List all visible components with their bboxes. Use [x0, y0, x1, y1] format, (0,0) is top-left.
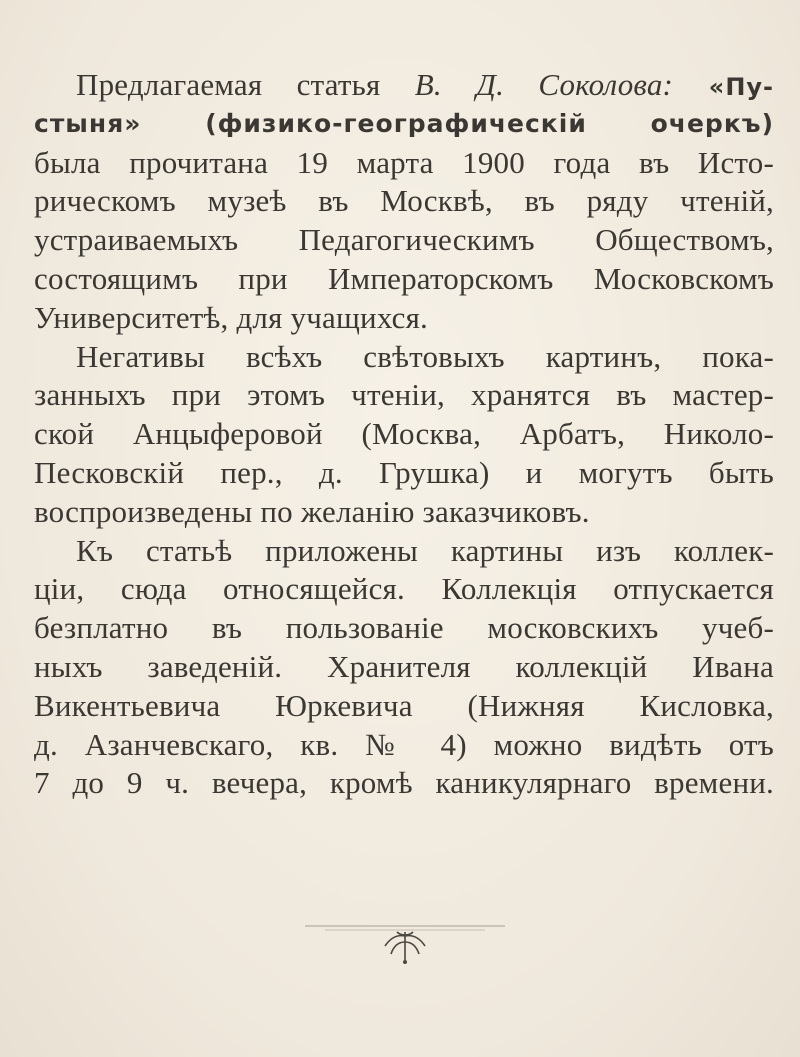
text-line: Песковскій пер., д. Грушка) и могутъ быть: [34, 454, 774, 490]
text-body: [34, 66, 774, 803]
text-line: д. Азанчевскаго, кв. № 4) можно видѣть отъ: [34, 726, 774, 762]
title-line: стыня» (физико-географическій очеркъ): [34, 108, 774, 138]
title-fragment: «Пу-: [673, 73, 775, 101]
text-line: Къ статьѣ приложены картины изъ коллек-: [76, 532, 774, 568]
author-name: В. Д. Соколова:: [414, 67, 674, 102]
text-line: Негативы всѣхъ свѣтовыхъ картинъ, пока-: [76, 338, 774, 374]
text-line: безплатно въ пользованіе московскихъ учеб-: [34, 610, 774, 646]
text-line: Университетѣ, для учащихся.: [34, 299, 428, 335]
text-line: состоящимъ при Императорскомъ Московскомъ: [34, 260, 774, 296]
text-line: воспроизведены по желанію заказчиковъ.: [34, 493, 590, 529]
paragraph-2: [34, 338, 774, 532]
text-fragment: Предлагаемая статья: [76, 67, 415, 102]
paragraph-3: [34, 532, 774, 804]
text-line: устраиваемыхъ Педагогическимъ Обществомъ,: [34, 222, 774, 258]
text-line: рическомъ музеѣ въ Москвѣ, въ ряду чтеній,: [34, 183, 774, 219]
text-line: Викентьевича Юркевича (Нижняя Кисловка,: [34, 687, 774, 723]
text-line: [34, 66, 774, 105]
fleuron-ornament-icon: [305, 918, 505, 968]
text-line: ныхъ заведеній. Хранителя коллекцій Ивана: [34, 648, 774, 684]
text-line: 7 до 9 ч. вечера, кромѣ каникулярнаго времени.: [34, 765, 774, 801]
text-line: ціи, сюда относящейся. Коллекція отпускается: [34, 571, 774, 607]
paragraph-1: [34, 66, 774, 338]
text-line: занныхъ при этомъ чтеніи, хранятся въ мастер-: [34, 377, 774, 413]
text-line: ской Анцыферовой (Москва, Арбатъ, Николо-: [34, 416, 774, 452]
text-line: была прочитана 19 марта 1900 года въ Исто-: [34, 144, 774, 180]
